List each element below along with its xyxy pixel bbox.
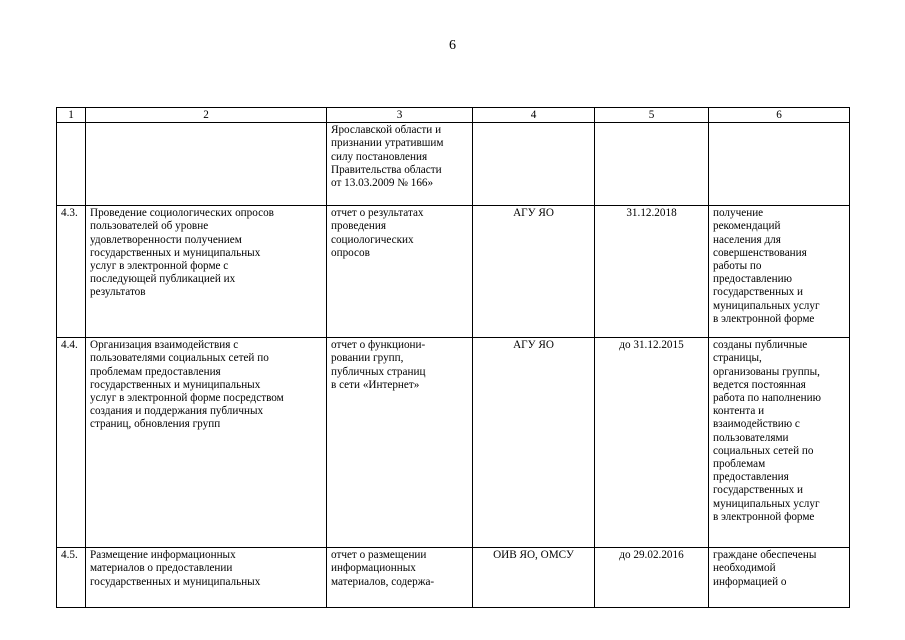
cell-line: Проведение социологических опросов	[90, 207, 274, 220]
expected-effect-cell	[709, 338, 850, 548]
measure-name-cell	[86, 548, 327, 608]
cell-line: опросов	[331, 246, 370, 259]
cell-line: создания и поддержания публичных	[90, 405, 264, 418]
page-number: 6	[449, 38, 456, 53]
cell-line: проблемам	[713, 458, 766, 471]
cell-line: услуг в электронной форме с	[90, 260, 229, 273]
cell-line: населения для	[713, 233, 781, 246]
expected-effect-cell	[709, 206, 850, 338]
cell-line: публичных страниц	[331, 365, 426, 378]
cell-line: необходимой	[713, 562, 776, 575]
cell-line: услуг в электронной форме посредством	[90, 392, 284, 405]
cell-line: Ярославской области и	[331, 124, 442, 137]
cell-line: предоставления	[713, 471, 789, 484]
cell-line: отчет о размещении	[331, 549, 427, 562]
cell-line: Правительства области	[331, 163, 442, 176]
column-header: 3	[327, 108, 473, 123]
cell-line: информацией о	[713, 575, 787, 588]
cell-line: государственных и муниципальных	[90, 378, 261, 391]
cell-line: контента и	[713, 405, 765, 418]
column-header: 4	[473, 108, 595, 123]
item-number-cell: 4.5.	[57, 548, 86, 608]
cell-line: в электронной форме	[713, 510, 815, 523]
cell-line: созданы публичные	[713, 339, 808, 352]
item-number-cell	[57, 123, 86, 206]
cell-line: материалов о предоставлении	[90, 562, 233, 575]
cell-line: проведения	[331, 220, 386, 233]
column-header: 6	[709, 108, 850, 123]
cell-line: материалов, содержа-	[331, 575, 435, 588]
deadline-cell: до 31.12.2015	[595, 338, 709, 548]
cell-line: пользователей об уровне	[90, 220, 209, 233]
cell-line: от 13.03.2009 № 166»	[331, 177, 434, 190]
column-header: 1	[57, 108, 86, 123]
result-form-cell	[327, 206, 473, 338]
cell-line: Размещение информационных	[90, 549, 236, 562]
cell-line: работы по	[713, 260, 762, 273]
cell-line: пользователями	[713, 431, 789, 444]
cell-line: работа по наполнению	[713, 392, 821, 405]
cell-line: предоставлению	[713, 273, 792, 286]
measure-name-cell	[86, 206, 327, 338]
cell-line: государственных и муниципальных	[90, 575, 261, 588]
table-row	[57, 338, 850, 548]
measures-table	[56, 107, 850, 608]
cell-line: граждане обеспечены	[713, 549, 817, 562]
cell-line: страниц, обновления групп	[90, 418, 221, 431]
measure-name-cell	[86, 338, 327, 548]
cell-line: социологических	[331, 233, 414, 246]
cell-line: муниципальных услуг	[713, 299, 820, 312]
cell-line: организованы группы,	[713, 365, 820, 378]
cell-line: отчет о функциони-	[331, 339, 426, 352]
cell-line: рекомендаций	[713, 220, 781, 233]
cell-line: проблемам предоставления	[90, 365, 221, 378]
cell-line: силу постановления	[331, 150, 428, 163]
cell-line: социальных сетей по	[713, 444, 814, 457]
cell-line: в электронной форме	[713, 312, 815, 325]
measure-name-cell	[86, 123, 327, 206]
item-number-cell: 4.3.	[57, 206, 86, 338]
executor-cell: ОИВ ЯО, ОМСУ	[473, 548, 595, 608]
result-form-cell	[327, 123, 473, 206]
executor-cell	[473, 123, 595, 206]
cell-line: Организация взаимодействия с	[90, 339, 239, 352]
expected-effect-cell	[709, 123, 850, 206]
executor-cell: АГУ ЯО	[473, 206, 595, 338]
deadline-cell: 31.12.2018	[595, 206, 709, 338]
cell-line: государственных и муниципальных	[90, 246, 261, 259]
cell-line: удовлетворенности получением	[90, 233, 242, 246]
deadline-cell: до 29.02.2016	[595, 548, 709, 608]
cell-line: в сети «Интернет»	[331, 378, 420, 391]
column-header: 5	[595, 108, 709, 123]
cell-line: результатов	[90, 286, 146, 299]
cell-line: последующей публикацией их	[90, 273, 236, 286]
cell-line: государственных и	[713, 484, 804, 497]
cell-line: муниципальных услуг	[713, 497, 820, 510]
executor-cell: АГУ ЯО	[473, 338, 595, 548]
table-row	[57, 123, 850, 206]
cell-line: ведется постоянная	[713, 378, 806, 391]
cell-line: признании утратившим	[331, 137, 444, 150]
column-header: 2	[86, 108, 327, 123]
cell-line: взаимодействию с	[713, 418, 800, 431]
cell-line: страницы,	[713, 352, 762, 365]
cell-line: информационных	[331, 562, 416, 575]
cell-line: государственных и	[713, 286, 804, 299]
cell-line: ровании групп,	[331, 352, 404, 365]
item-number-cell: 4.4.	[57, 338, 86, 548]
cell-line: совершенствования	[713, 246, 807, 259]
expected-effect-cell	[709, 548, 850, 608]
cell-line: пользователями социальных сетей по	[90, 352, 269, 365]
result-form-cell	[327, 548, 473, 608]
deadline-cell	[595, 123, 709, 206]
cell-line: получение	[713, 207, 764, 220]
cell-line: отчет о результатах	[331, 207, 424, 220]
table-header-row	[57, 108, 850, 123]
table-row	[57, 548, 850, 608]
table-row	[57, 206, 850, 338]
result-form-cell	[327, 338, 473, 548]
